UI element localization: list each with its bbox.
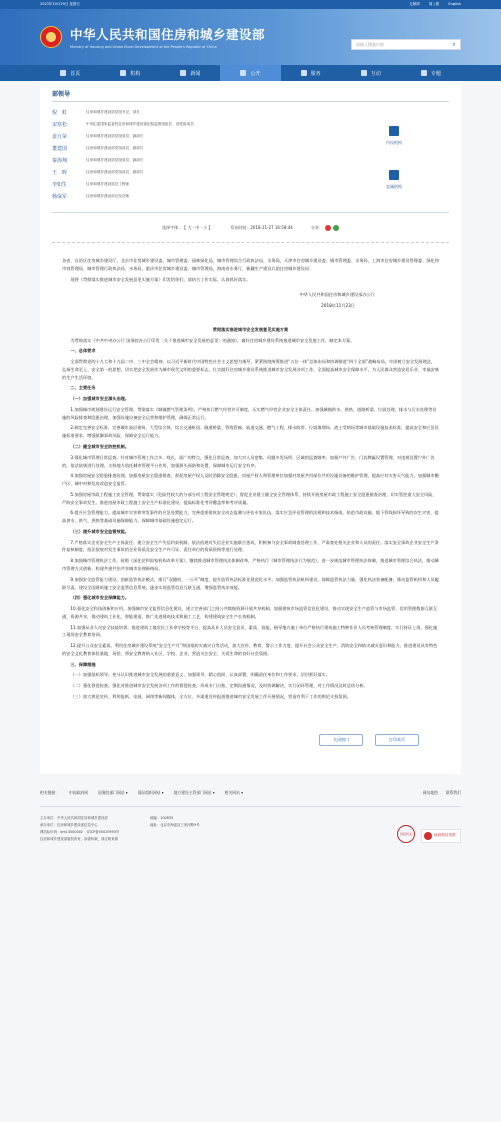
report-icon <box>424 832 432 840</box>
nav-item-news[interactable] <box>160 65 220 81</box>
nav-item-public[interactable] <box>220 65 280 81</box>
body-paragraph: （一）加强组织领导。充分认识推进城市安全发展的重要意义，加强领导、精心组织、认真部署，明确责任单位和工作要求，层层抓好落实。 <box>70 672 331 678</box>
issuer: 中华人民共和国住房和城乡建设部办公厅 <box>299 292 375 298</box>
direct-org-link[interactable] <box>339 158 449 202</box>
gov-site-report-badge[interactable] <box>421 829 461 843</box>
home-icon <box>60 70 66 76</box>
interact-icon <box>361 70 367 76</box>
footer-col-1 <box>40 815 150 844</box>
intro-paragraph: 现将《贯彻落实推进城市安全发展意见实施方案》印发给你们，请结合工作实际，认真抓好落实。 <box>70 276 251 282</box>
internal-org-label: 内设机构 <box>386 140 402 145</box>
font-size-selector[interactable]: 选择字体：【 大 · 中 · 小 】 <box>162 224 213 230</box>
footer-badges <box>397 815 461 844</box>
body-paragraph: 7.严格落实企业安全生产主体责任。建立安全生产失信约束机制，依法依规对失信企业实施联合惩戒，积极参与安全事故调查处理工作，严肃查处相关企业和人员的责任。落实安全事故企业安全生产条件复核制度，依法依规对发生事故的企业资质及安全生产许可证、责任单位的资质资格等进行处理。 <box>62 539 439 553</box>
related-link[interactable]: 地方建设主管部门网站 ▾ <box>173 789 215 795</box>
leader-row[interactable] <box>52 178 339 190</box>
article-meta <box>52 213 449 243</box>
content-title: 贯彻落实推进城市安全发展意见实施方案 <box>212 326 289 332</box>
leaders-heading: 部领导 <box>52 89 449 102</box>
party-gov-badge[interactable]: 党政机关 <box>397 825 415 843</box>
top-links <box>401 2 461 7</box>
related-link[interactable]: 国际组织网站 ▾ <box>137 789 164 795</box>
leader-name[interactable]: 姜万荣 <box>52 133 68 140</box>
section-heading: 二、主要任务 <box>70 385 96 391</box>
article-actions <box>52 704 449 774</box>
nav-item-topics[interactable] <box>401 65 461 81</box>
body-paragraph: 10.强化安全科技创新和应用。加强城市安全监管信息化建设，建立完善部门之间公共数据资源开放共享机制。加强建筑市场监管信息化建设，推动实现安全生产监管与市场监管、信用管理数据互联互通、资源共享，推动建筑工业化、智能建造，推广先进建筑技术和施工工艺，构建建筑安全生产长效机制。 <box>62 606 438 619</box>
sitemap-link[interactable]: 网站地图 <box>422 789 438 795</box>
leader-row[interactable] <box>52 118 339 130</box>
content-wrapper <box>40 81 461 774</box>
top-strip <box>0 0 501 9</box>
building-icon <box>389 170 399 180</box>
org-icon <box>120 70 126 76</box>
search-placeholder: 请输入搜索内容 <box>356 42 384 47</box>
share-label: 分享： <box>310 224 323 230</box>
leader-title: 住房和城乡建设部总经济师 <box>86 193 130 198</box>
direct-org-label: 直属机构 <box>386 184 402 189</box>
nav-label: 专题 <box>430 70 441 77</box>
leader-name[interactable]: 王 晖 <box>52 169 68 176</box>
leader-title: 住房和城乡建设部党组书记、部长 <box>86 109 140 114</box>
national-emblem-icon <box>40 26 62 48</box>
leader-name[interactable]: 杨保军 <box>52 193 68 200</box>
report-label: 政府网站找错 <box>434 833 456 838</box>
article-body <box>52 243 449 701</box>
english-link[interactable]: English <box>448 2 461 6</box>
body-paragraph: 5.加强房屋市政工程施工安全管理。贯彻落实《危险性较大的分部分项工程安全管理规定》，督促企业建立健全安全管理体系，持续开展房屋市政工程施工安全隐患排查治理，切实管控重大安全风险，严防安全事故发生。推进房屋市政工程施工安全生产标准化建设，提高标准化考评覆盖率和考评质量。 <box>62 491 437 505</box>
publish-date: 发布时间：2018-11-27 16:58:44 <box>230 224 293 230</box>
language-switch-link[interactable]: 简 | 繁 <box>428 2 440 6</box>
leaders-panel <box>52 89 449 213</box>
site-header <box>0 9 501 65</box>
topics-icon <box>421 70 427 76</box>
related-links-bar <box>40 786 461 800</box>
nav-label: 公开 <box>250 70 261 77</box>
footer-line: 地址：北京市海淀区三里河路9号 <box>150 822 200 827</box>
leader-title: 住房和城乡建设部党组成员、副部长 <box>86 145 144 150</box>
footer-line: 网站标识码：bm13000002 京ICP备05020993号 <box>40 829 120 834</box>
internal-org-link[interactable] <box>339 114 449 158</box>
footer-line: 住房和城乡建设部版权所有，如需转载，请注明来源 <box>40 837 118 842</box>
leader-row[interactable] <box>52 142 339 154</box>
footer-line: 邮编：100835 <box>150 815 174 820</box>
body-paragraph: 为贯彻落实《中共中央办公厅 国务院办公厅印发〈关于推进城市安全发展的意见〉的通知》，做好住房城乡建设系统推进城市安全发展工作，制定本方案。 <box>70 337 355 343</box>
leader-title: 住房和城乡建设部党组成员、副部长 <box>86 133 144 138</box>
body-paragraph: 9.加强安全监管能力建设。创新监管执法模式，推行“双随机、一公开”制度，提升监管执法标准化规范化水平。加强监管执法机构建设，保障监管执法力量，强化执法装备配备，推动监管机构和人员履职尽责。建设全国建筑施工安全监管信息系统，逐步实现监管信息互联互通，增强监管执法效能。 <box>62 576 439 590</box>
public-icon <box>240 70 246 76</box>
related-link[interactable]: 国务院部门网站 ▾ <box>97 789 128 795</box>
nav-label: 服务 <box>310 70 321 77</box>
building-icon <box>389 126 399 136</box>
leader-name[interactable]: 董建国 <box>52 145 68 152</box>
leader-name[interactable]: 倪 虹 <box>52 109 68 116</box>
contact-link[interactable]: 联系我们 <box>445 789 461 795</box>
search-icon[interactable]: ⌕ <box>452 41 456 48</box>
section-heading: （三）提升城市安全监管效能。 <box>70 528 130 534</box>
body-paragraph: 8.加强城市管理执法工作。按照《深化党和国家机构改革方案》，继续推进城市管理执法体制改革，严格执行《城市管理执法行为规范》，进一步规范城市管理执法体制，推进城市管理综合执法，推动城市管理方式创新，构建共建共治共享城市治理新格局。 <box>62 558 439 571</box>
leaders-list <box>52 106 339 202</box>
nav-item-org[interactable] <box>100 65 160 81</box>
print-page-button[interactable]: 打印本页 <box>375 734 419 746</box>
issue-date: 2018年11月23日 <box>321 303 355 309</box>
section-heading: 三、保障措施 <box>70 661 96 667</box>
body-paragraph: （二）强化督促检查。强化对推进城市安全发展各项工作的督促检查，形成专门台账，定期沟通情况，及时协调解决，实行闭环管理，对工作情况及时总结分析。 <box>70 683 368 689</box>
site-titles <box>70 25 265 49</box>
site-title-cn: 中华人民共和国住房和城乡建设部 <box>70 27 266 42</box>
section-heading: （四）强化城市安全保障能力。 <box>70 595 130 601</box>
share-bar <box>311 225 339 231</box>
search-input[interactable] <box>351 39 461 50</box>
leader-name[interactable]: 宋寒松 <box>52 121 68 128</box>
leader-row[interactable] <box>52 154 339 166</box>
leader-row[interactable] <box>52 190 339 202</box>
accessibility-link[interactable]: 无障碍 <box>409 2 420 6</box>
leader-row[interactable] <box>52 166 339 178</box>
nav-label: 新闻 <box>190 70 201 77</box>
close-window-button[interactable]: 关闭窗口 <box>319 734 363 746</box>
news-icon <box>180 70 186 76</box>
addressee: 各省、自治区住房城乡建设厅，北京市住房城乡建设委、城市管理委、园林绿化局、城市管理综合行政执法局、水务局，天津市住房城乡建设委、城市管理委、水务局，上海市住房城乡建设管理委、绿化和市容管理局、城市管理行政执法局、水务局，重庆市住房城乡建设委、城市管理局，海南省水务厅，新疆生产建设兵团住房城乡建设局： <box>62 258 439 271</box>
body-paragraph: 3.强化城市管理日常巡查。针对城市管理工作点多、线长、面广的特点，强化日常巡查，加大对人员密集、问题多发场所、区域的巡查频率。加强户外广告、门店牌匾设置管理，对违规设置户外广告的，依法依规进行处理。支持地方依托城市管理平台作用，加强源头预防和处置，保障城市运行安全有序。 <box>62 454 435 468</box>
nav-label: 首页 <box>70 70 81 77</box>
body-paragraph: （三）加大舆论宣传。利用报纸、电视、网络等新闻媒体，全方位、多渠道宣传报道推进城市安全发展工作开展情况，营造有利于工作的舆论支持氛围。 <box>70 693 351 699</box>
footer-line: 主办单位：中华人民共和国住房和城乡建设部 <box>40 815 108 820</box>
content-paragraphs <box>62 337 439 701</box>
leader-row[interactable] <box>52 106 339 118</box>
leader-title: 住房和城乡建设部党组成员、副部长 <box>86 169 144 174</box>
footer-col-2 <box>150 815 397 844</box>
section-heading: （一）加强城市安全源头治理。 <box>70 396 130 402</box>
body-paragraph: 全面贯彻党的十九大和十九届二中、三中全会精神，以习近平新时代中国特色社会主义思想为指导，紧紧围绕统筹推进“五位一体”总体布局和协调推进“四个全面”战略布局，牢固树立安全发展理念，弘扬生命至上、安全第一的思想，切实把安全发展作为城市现代文明的重要标志，扎实做好住房城乡建设系统推进城市安全发展各项工作，全面提高城市安全保障水平，为人民群众营造安居乐业、幸福安康的生产生活环境。 <box>62 359 439 380</box>
site-title-en: Ministry of Housing and Urban-Rural Development of the People's Republic of China <box>70 45 217 49</box>
leader-name[interactable]: 秦海翔 <box>52 157 68 164</box>
wechat-icon[interactable] <box>333 225 339 231</box>
body-paragraph: 12.提升公众安全素质。利用住房城乡建设系统“安全生产月”和国家防灾减灾日等活动，加大宣传、教育、警示工作力度，提升社会公众安全生产、消防安全和防灾减灾意识和能力。推进建设具有特色的安全文化教育体验基地、场馆，将安全教育纳入社区、学校、企业，营造关注安全、关爱生命的良好社会氛围。 <box>62 643 438 656</box>
body-paragraph: 6.提升应急管理能力。提高城市灾害和突发事件的应急处置能力，完善重要建筑安全动态监测与评估专家队伍，落实应急评估管理的法规和技术指南。防范市政设施、地下管线损坏导致的次生灾害，提高供水、供气、供热等基础设施保障能力，保障城市基础设施稳定运行。 <box>62 510 439 524</box>
org-shortcuts <box>339 106 449 202</box>
main-nav <box>0 65 501 81</box>
leader-title: 住房和城乡建设部党组成员、副部长 <box>86 157 144 162</box>
weibo-icon[interactable] <box>325 225 331 231</box>
nav-label: 互动 <box>370 70 381 77</box>
body-paragraph: 2.制定完善安全标准。完善城市高层建筑、大型综合体、综合交通枢纽、隧道桥梁、管线管廊、轨道交通、燃气工程、排水防涝、垃圾填埋场、渣土受纳场等城市基础设施技术标准，提高安全和应急设施标准要求，增强抵御事故风险、保障安全运行能力。 <box>62 425 439 439</box>
leader-title: 中央纪委国家监委驻住房和城乡建设部纪检监察组组长、部党组成员 <box>86 121 194 126</box>
nav-item-service[interactable] <box>281 65 341 81</box>
nav-label: 机构 <box>130 70 141 77</box>
body-paragraph: 11.加强从业人员安全技能培训。推进建筑工地农民工业余学校等平台，提高从业人员安全意识、素质、技能。指导地方施工单位严格执行建筑施工特种作业人员考核管理制度，实行持证上岗。强化施工现场安全教育培训。 <box>62 624 438 638</box>
section-heading: 一、总体要求 <box>70 348 96 354</box>
body-paragraph: 4.加强房屋安全隐患排查治理。加强房屋安全隐患排查，督促房屋产权人及时消除安全隐患。房屋产权人和管理单位加强对房屋共用部位共用设施设备的维护管理，提高应对灾害天气能力。加强城市棚户区、城中村和危房改造安全监管。 <box>62 473 439 487</box>
nav-item-interact[interactable] <box>341 65 401 81</box>
body-paragraph: 1.加强城市规划建设运行安全管理。贯彻落实《城镇燃气管理条例》，严格执行燃气经营许可制度，压实燃气经营企业安全主体责任。加强城镇供水、供热、道路桥梁、垃圾处理、排水与污水处理等设施的风险排查和隐患治理，加强设施设备安全运营和维护管理，确保正常运行。 <box>62 406 437 420</box>
current-date: 2023年10月29日 星期日 <box>40 2 80 6</box>
related-link[interactable]: 相关网站 ▾ <box>224 789 243 795</box>
nav-item-home[interactable] <box>40 65 100 81</box>
related-links-label: 相关链接： <box>40 789 59 795</box>
site-footer <box>40 806 461 844</box>
related-link[interactable]: 中国政府网 <box>68 789 88 795</box>
leader-name[interactable]: 李如生 <box>52 181 68 188</box>
leader-row[interactable] <box>52 130 339 142</box>
footer-line: 承办单位：住房和城乡建设部信息中心 <box>40 822 98 827</box>
section-heading: （二）健全城市安全防控机制。 <box>70 444 130 450</box>
leader-title: 住房和城乡建设部总工程师 <box>86 181 130 186</box>
service-icon <box>301 70 307 76</box>
